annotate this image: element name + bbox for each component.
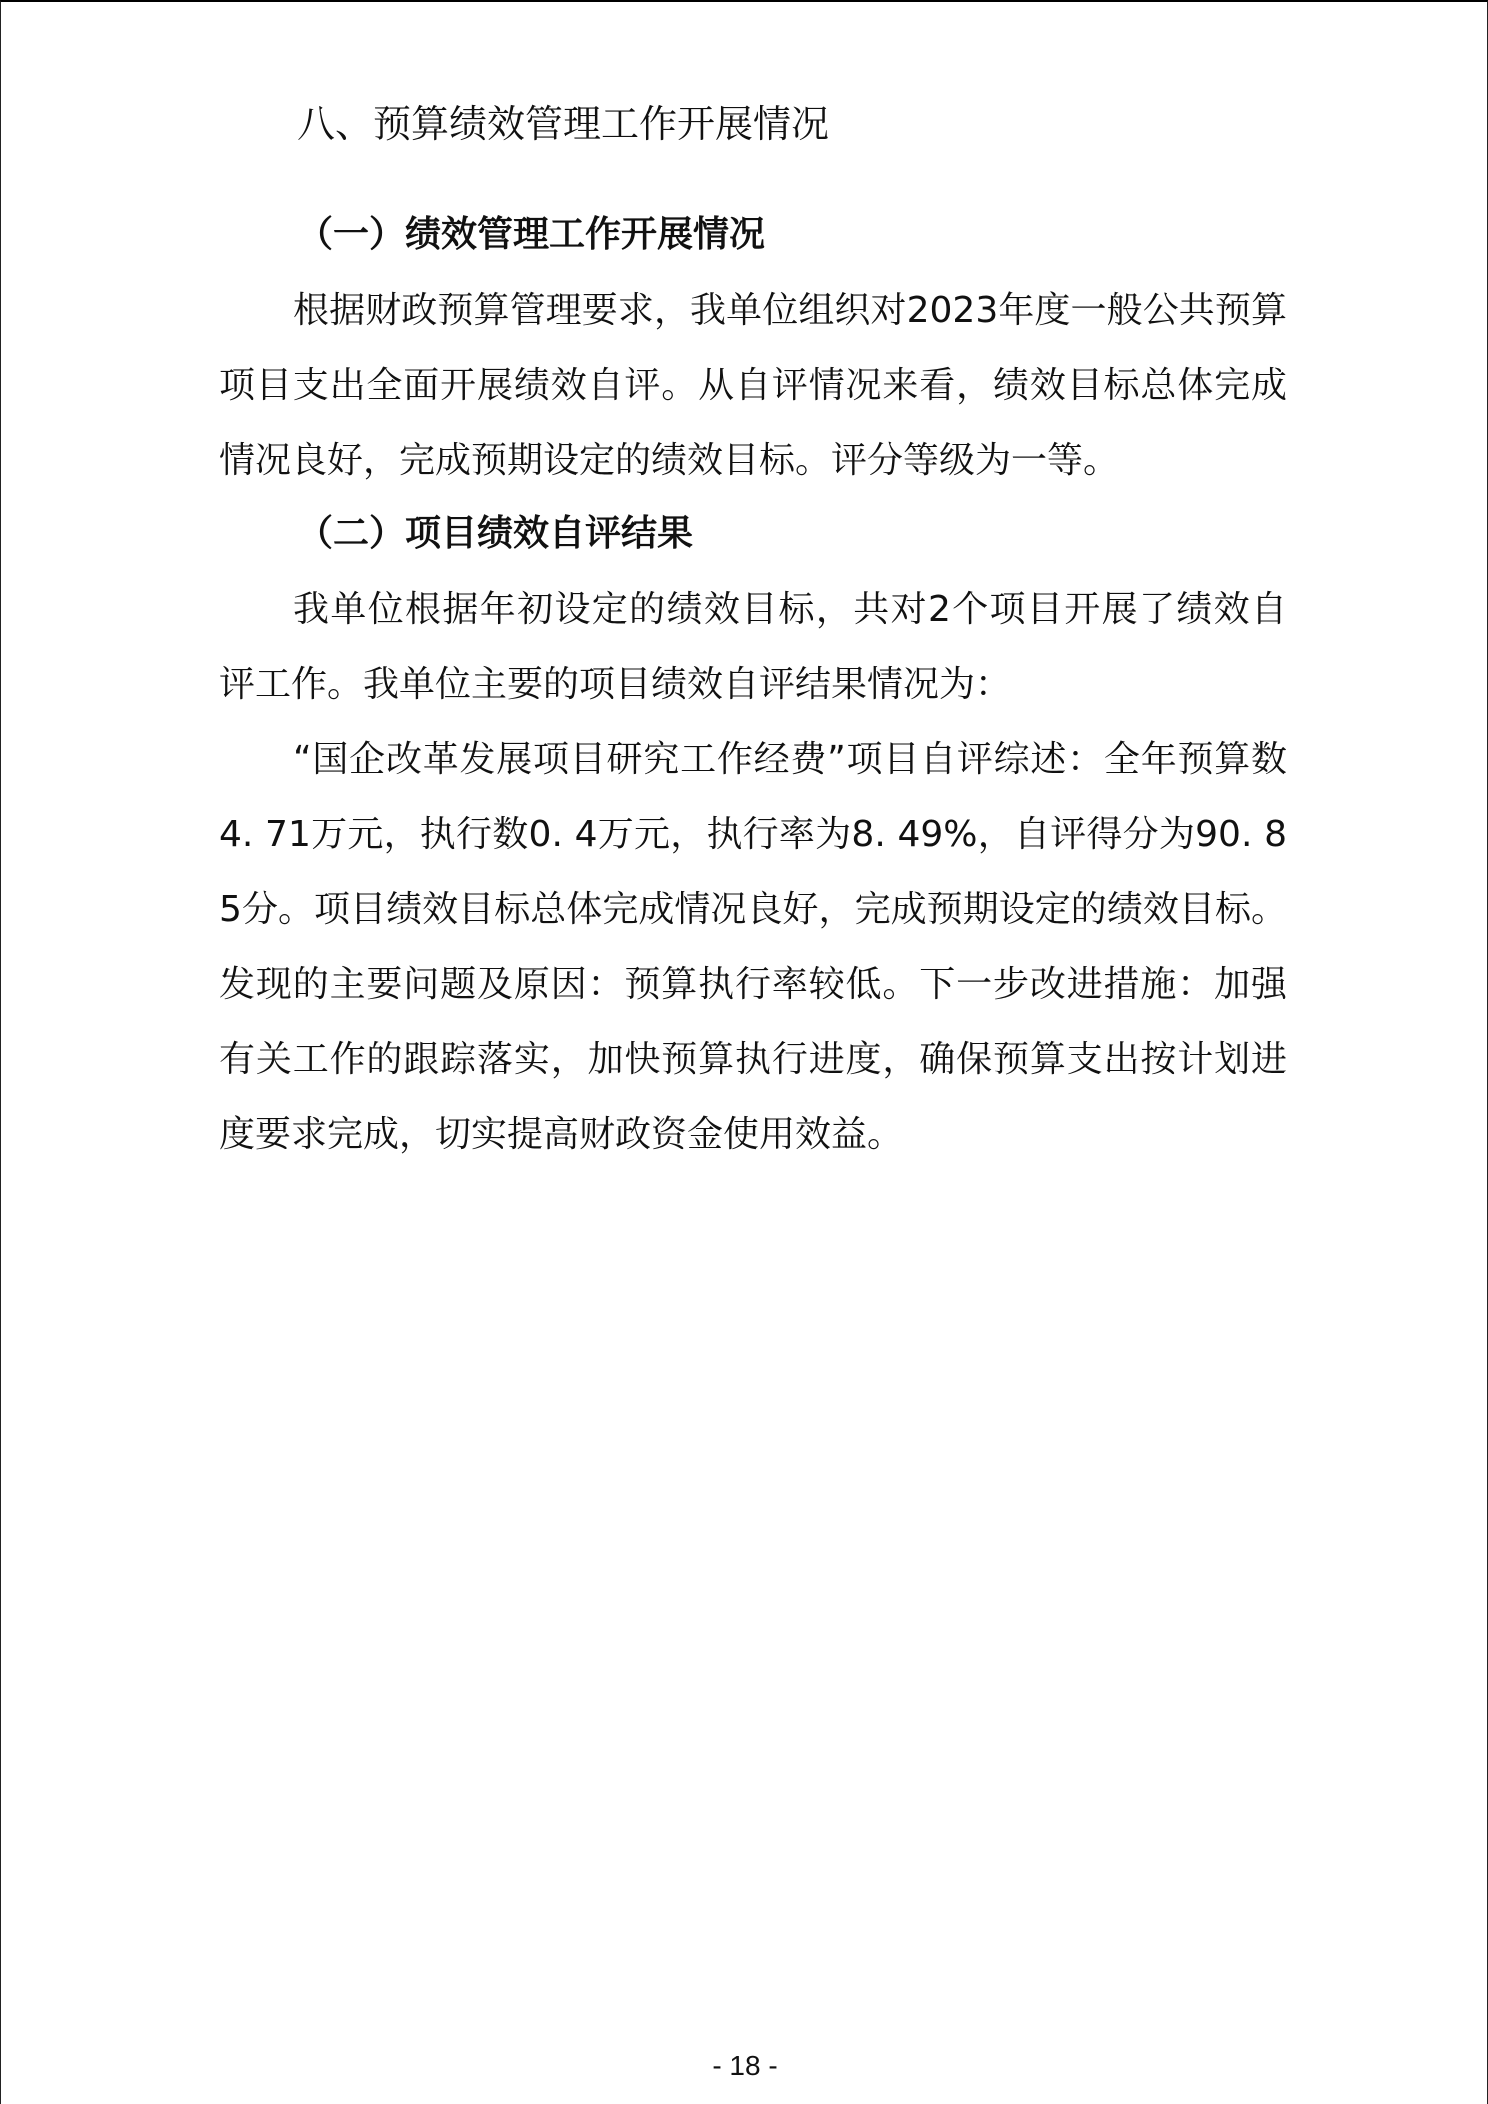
paragraph-self-evaluation-intro: 我单位根据年初设定的绩效目标，共对2个项目开展了绩效自评工作。我单位主要的项目绩效自评结果情况为： xyxy=(219,589,1287,705)
subsection-heading-1: （一）绩效管理工作开展情况 xyxy=(297,214,766,255)
page-number: - 18 - xyxy=(712,2050,778,2081)
paragraph-performance-management: 根据财政预算管理要求，我单位组织对2023年度一般公共预算项目支出全面开展绩效自评。从自评情况来看，绩效目标总体完成情况良好，完成预期设定的绩效目标。评分等级为一等。 xyxy=(219,290,1287,481)
paragraph-project-summary: “国企改革发展项目研究工作经费”项目自评综述：全年预算数4. 71万元，执行数0. 4万元，执行率为8. 49%，自评得分为90. 85分。项目绩效目标总体完成情况良好，完成预期设定的绩效目标。发现的主要问题及原因：预算执行率较低。下一步改进措施：加强有关工作的跟踪落实，加快预算执行进度，确保预算支出按计划进度要求完成，切实提高财政资金使用效益。 xyxy=(219,739,1287,1155)
section-title: 八、预算绩效管理工作开展情况 xyxy=(297,102,830,146)
subsection-heading-2: （二）项目绩效自评结果 xyxy=(297,513,694,554)
